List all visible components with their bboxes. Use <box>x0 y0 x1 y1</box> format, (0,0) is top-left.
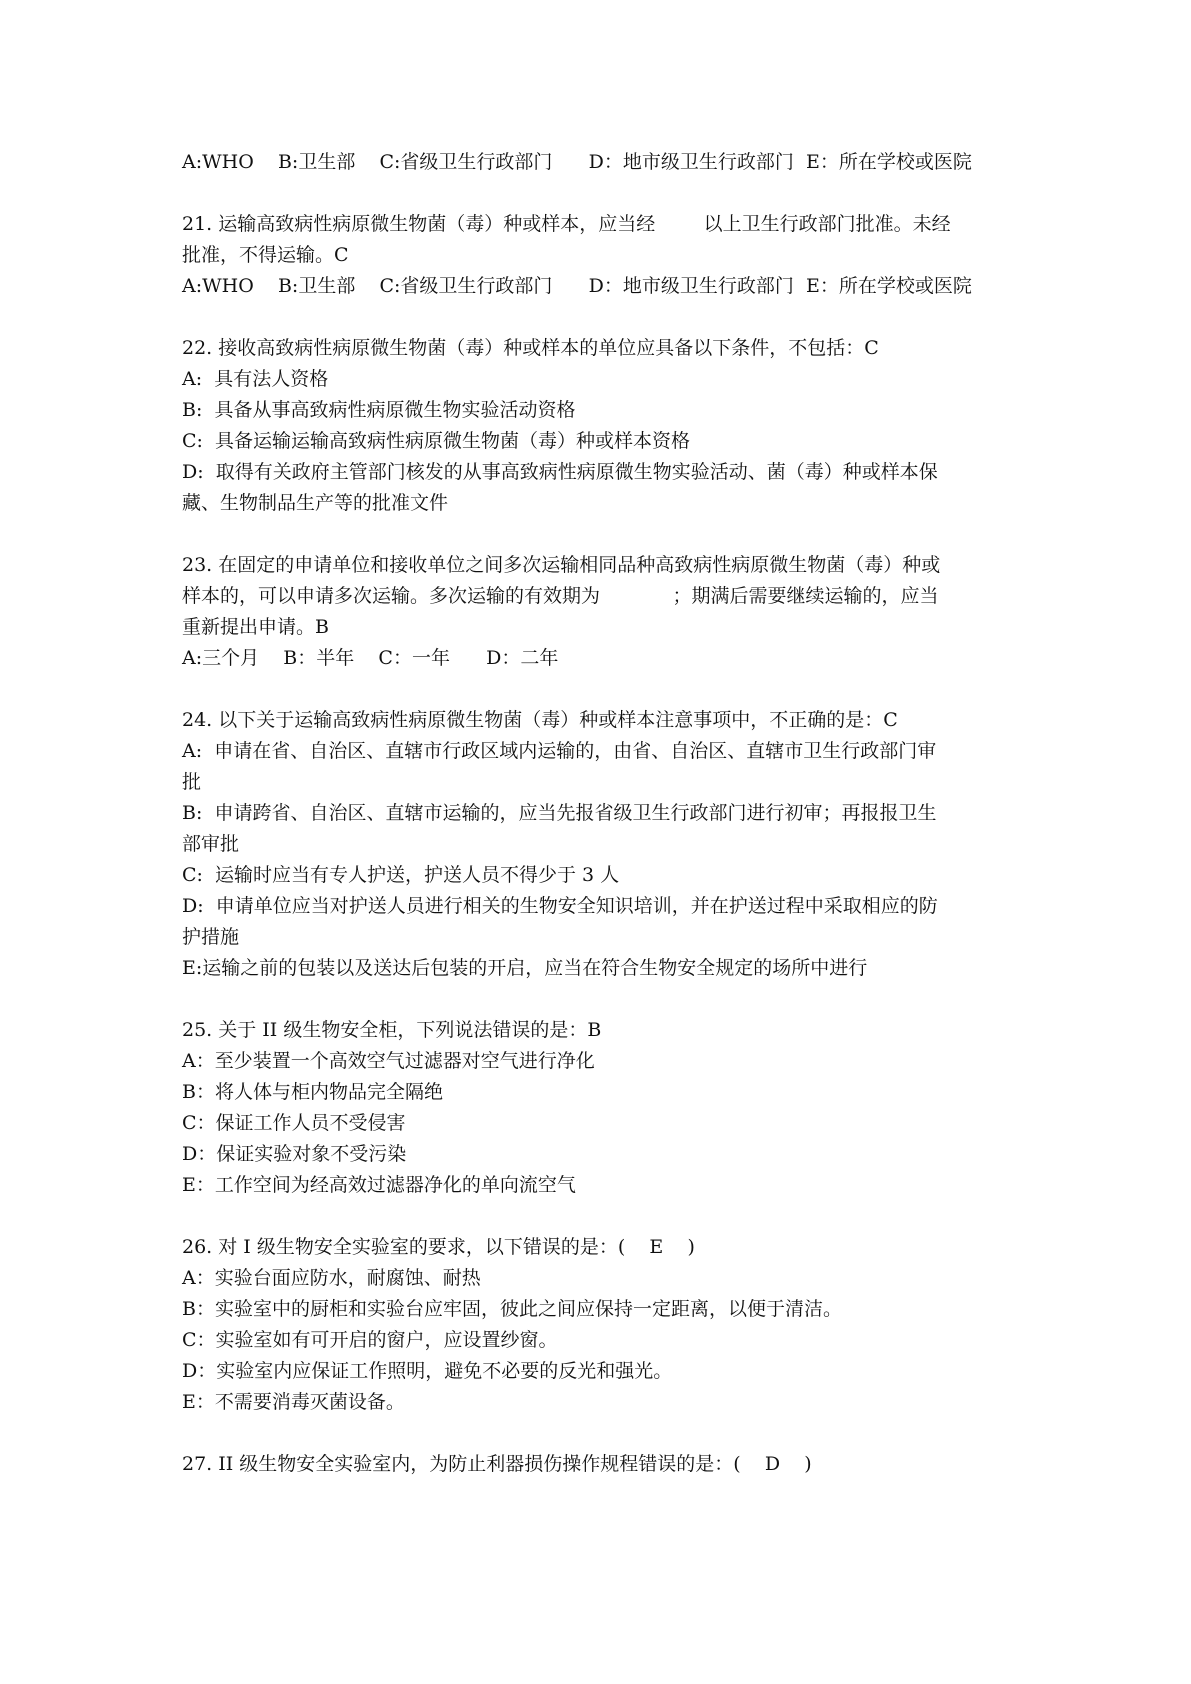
document-page <box>182 147 1018 1480</box>
text-line: 批 <box>182 771 202 793</box>
text-line: A: 具有法人资格 <box>182 368 329 390</box>
text-line: B: 具备从事高致病性病原微生物实验活动资格 <box>182 399 576 421</box>
text-line: 藏、生物制品生产等的批准文件 <box>182 492 449 514</box>
text-line: B：将人体与柜内物品完全隔绝 <box>182 1081 443 1103</box>
text-line: D：保证实验对象不受污染 <box>182 1143 407 1165</box>
paragraph-gap <box>182 1201 1018 1232</box>
text-line: E：工作空间为经高效过滤器净化的单向流空气 <box>182 1174 576 1196</box>
paragraph-gap <box>182 984 1018 1015</box>
paragraph-gap <box>182 178 1018 209</box>
text-line: 21. 运输高致病性病原微生物菌（毒）种或样本，应当经 以上卫生行政部门批准。未经 <box>182 213 951 235</box>
paragraph-gap <box>182 1418 1018 1449</box>
text-line: A：至少装置一个高效空气过滤器对空气进行净化 <box>182 1050 595 1072</box>
text-line: 24. 以下关于运输高致病性病原微生物菌（毒）种或样本注意事项中，不正确的是：C <box>182 709 898 731</box>
text-line: 27. II 级生物安全实验室内，为防止利器损伤操作规程错误的是：( D ) <box>182 1453 812 1475</box>
text-line: 25. 关于 II 级生物安全柜，下列说法错误的是：B <box>182 1019 602 1041</box>
text-line: 重新提出申请。B <box>182 616 329 638</box>
text-line: 部审批 <box>182 833 240 855</box>
text-line: A:WHO B:卫生部 C:省级卫生行政部门 D：地市级卫生行政部门 E：所在学校或医院 <box>182 151 972 173</box>
text-line: D: 取得有关政府主管部门核发的从事高致病性病原微生物实验活动、菌（毒）种或样本保 <box>182 461 938 483</box>
text-line: 批准，不得运输。C <box>182 244 349 266</box>
text-line: A：实验台面应防水，耐腐蚀、耐热 <box>182 1267 481 1289</box>
text-line: C：保证工作人员不受侵害 <box>182 1112 406 1134</box>
text-line: B：实验室中的厨柜和实验台应牢固，彼此之间应保持一定距离，以便于清洁。 <box>182 1298 842 1320</box>
text-line: C: 具备运输运输高致病性病原微生物菌（毒）种或样本资格 <box>182 430 691 452</box>
text-line: C：实验室如有可开启的窗户，应设置纱窗。 <box>182 1329 558 1351</box>
paragraph-gap <box>182 302 1018 333</box>
text-line: D: 申请单位应当对护送人员进行相关的生物安全知识培训，并在护送过程中采取相应的防 <box>182 895 938 917</box>
text-line: 样本的，可以申请多次运输。多次运输的有效期为 ；期满后需要继续运输的，应当 <box>182 585 939 607</box>
text-line: 26. 对 I 级生物安全实验室的要求，以下错误的是：( E ) <box>182 1236 695 1258</box>
text-line: 22. 接收高致病性病原微生物菌（毒）种或样本的单位应具备以下条件，不包括：C <box>182 337 879 359</box>
paragraph-gap <box>182 519 1018 550</box>
text-line: 护措施 <box>182 926 240 948</box>
text-line: B: 申请跨省、自治区、直辖市运输的，应当先报省级卫生行政部门进行初审；再报报卫生 <box>182 802 937 824</box>
text-line: C: 运输时应当有专人护送，护送人员不得少于 3 人 <box>182 864 620 886</box>
text-line: A: 申请在省、自治区、直辖市行政区域内运输的，由省、自治区、直辖市卫生行政部门审 <box>182 740 937 762</box>
text-line: A:WHO B:卫生部 C:省级卫生行政部门 D：地市级卫生行政部门 E：所在学校或医院 <box>182 275 972 297</box>
text-line: A:三个月 B：半年 C：一年 D：二年 <box>182 647 559 669</box>
text-line: 23. 在固定的申请单位和接收单位之间多次运输相同品种高致病性病原微生物菌（毒）种或 <box>182 554 941 576</box>
text-line: E：不需要消毒灭菌设备。 <box>182 1391 405 1413</box>
text-line: E:运输之前的包装以及送达后包装的开启，应当在符合生物安全规定的场所中进行 <box>182 957 868 979</box>
paragraph-gap <box>182 674 1018 705</box>
text-line: D：实验室内应保证工作照明，避免不必要的反光和强光。 <box>182 1360 673 1382</box>
